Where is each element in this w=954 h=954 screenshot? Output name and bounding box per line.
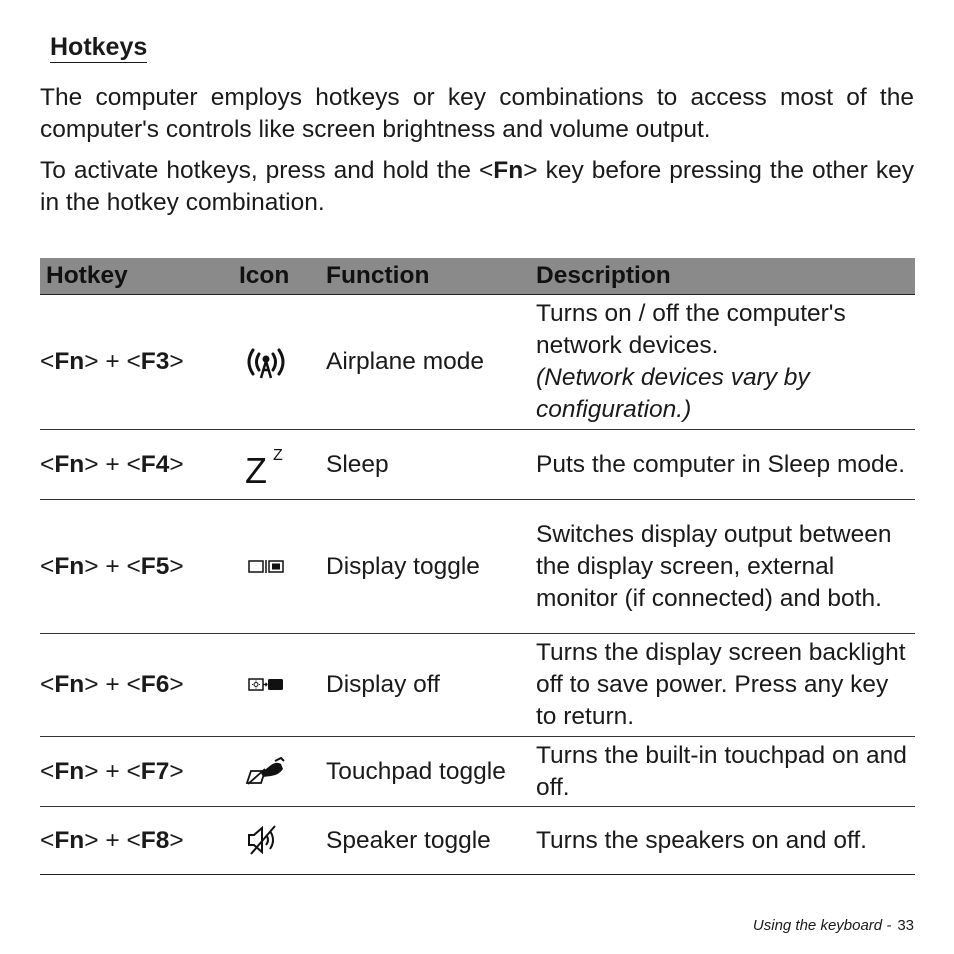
description-cell: Turns the speakers on and off. — [536, 807, 915, 875]
description-cell: Turns on / off the computer's network devices. (Network devices vary by configuration.) — [536, 295, 915, 430]
intro-paragraph: The computer employs hotkeys or key combinations to access most of the computer's controls like screen brightness and volume output. — [40, 84, 914, 143]
table-row — [40, 295, 915, 430]
function-cell: Sleep — [326, 430, 536, 500]
table-header-row — [40, 258, 915, 295]
table-row — [40, 737, 915, 807]
function-cell: Display off — [326, 634, 536, 737]
header-description: Description — [536, 258, 915, 295]
header-hotkey: Hotkey — [40, 258, 235, 295]
page-title: Hotkeys — [50, 33, 148, 61]
display-toggle-icon — [235, 500, 326, 634]
header-function: Function — [326, 258, 536, 295]
page-footer: Using the keyboard - 33 — [752, 917, 914, 934]
display-off-icon — [235, 634, 326, 737]
activation-paragraph: To activate hotkeys, press and hold the <Fn> key before pressing the other key in the hotkey combination. — [40, 157, 914, 216]
description-cell: Switches display output between the display screen, external monitor (if connected) and both. — [536, 500, 915, 634]
hotkeys-table — [40, 258, 915, 875]
svg-text:Z: Z — [245, 449, 267, 487]
function-cell: Airplane mode — [326, 295, 536, 430]
table-row — [40, 430, 915, 500]
function-cell: Speaker toggle — [326, 807, 536, 875]
hotkey-cell: <Fn> + <F5> — [40, 500, 235, 634]
hotkey-cell: <Fn> + <F7> — [40, 737, 235, 807]
function-cell: Display toggle — [326, 500, 536, 634]
svg-text:Z: Z — [273, 446, 283, 464]
hotkey-cell: <Fn> + <F8> — [40, 807, 235, 875]
sleep-icon — [235, 430, 326, 500]
airplane-mode-icon — [235, 295, 326, 430]
description-cell: Turns the built-in touchpad on and off. — [536, 737, 915, 807]
function-cell: Touchpad toggle — [326, 737, 536, 807]
hotkey-cell: <Fn> + <F4> — [40, 430, 235, 500]
speaker-toggle-icon — [235, 807, 326, 875]
hotkey-cell: <Fn> + <F3> — [40, 295, 235, 430]
table-row — [40, 634, 915, 737]
table-row — [40, 500, 915, 634]
description-cell: Puts the computer in Sleep mode. — [536, 430, 915, 500]
header-icon: Icon — [235, 258, 326, 295]
hotkey-cell: <Fn> + <F6> — [40, 634, 235, 737]
description-cell: Turns the display screen backlight off to save power. Press any key to return. — [536, 634, 915, 737]
touchpad-toggle-icon — [235, 737, 326, 807]
table-row — [40, 807, 915, 875]
